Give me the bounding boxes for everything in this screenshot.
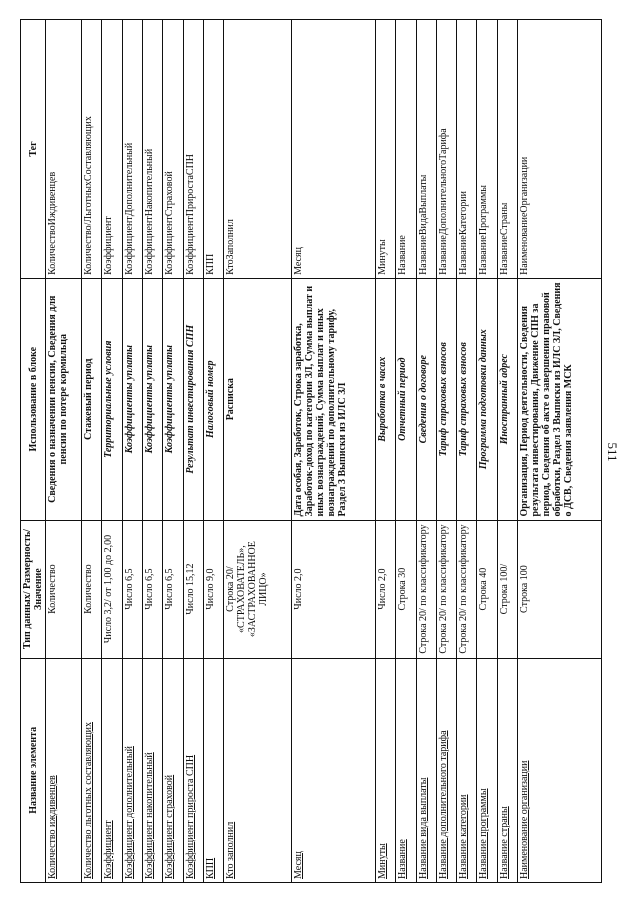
elements-table (20, 19, 602, 883)
cell-data-type: Строка 100 (517, 520, 601, 658)
cell-data-type: Число 6,5 (122, 520, 142, 658)
cell-data-type: Количество (46, 520, 82, 658)
cell-tag: НазваниеСтраны (497, 20, 517, 279)
rotated-page (20, 19, 602, 883)
cell-usage: Программа подготовки данных (477, 278, 497, 520)
cell-element-name: Коэффициент прироста СПН (183, 658, 203, 882)
cell-data-type: Строка 20/ по классификатору (416, 520, 436, 658)
cell-data-type: Число 2,0 (376, 520, 396, 658)
cell-element-name: Название категории (457, 658, 477, 882)
table-row (457, 20, 477, 883)
cell-tag: КоэффициентСтраховой (163, 20, 183, 279)
page-number: 511 (605, 442, 620, 462)
cell-element-name: Количество льготных составляющих (82, 658, 102, 882)
cell-element-name: Минуты (376, 658, 396, 882)
cell-tag: Месяц (292, 20, 376, 279)
cell-data-type: Строка 30 (396, 520, 416, 658)
header-element-name: Название элемента (21, 658, 46, 882)
table-row (163, 20, 183, 883)
cell-element-name: КПП (203, 658, 223, 882)
table-row (396, 20, 416, 883)
cell-tag: КоэффициентПриростаСПН (183, 20, 203, 279)
cell-element-name: Коэффициент страховой (163, 658, 183, 882)
cell-tag: НазваниеКатегории (457, 20, 477, 279)
cell-tag: Количество/ЛьготныхСоставляющих (82, 20, 102, 279)
cell-tag: Коэффициент (102, 20, 122, 279)
cell-usage: Коэффициенты уплаты (122, 278, 142, 520)
cell-element-name: Наименование организации (517, 658, 601, 882)
header-tag: Тег (21, 20, 46, 279)
cell-tag: Минуты (376, 20, 396, 279)
cell-usage: Стажевый период (82, 278, 102, 520)
cell-usage: Коэффициенты уплаты (142, 278, 162, 520)
table-row (517, 20, 601, 883)
table-row (224, 20, 292, 883)
cell-data-type: Количество (82, 520, 102, 658)
table-row (46, 20, 82, 883)
cell-usage: Сведения о договоре (416, 278, 436, 520)
cell-data-type: Строка 20/ «СТРАХОВАТЕЛЬ», «ЗАСТРАХОВАННОЕ ЛИЦО» (224, 520, 292, 658)
cell-usage: Организация, Период деятельности, Сведения результата инвестирования, Движение СПН за период, Сведения об акте о завершении правовой обработки, Раздел 3 Выписки из ИЛС ЗЛ, Сведения о ДСВ, Сведения заявления МСК (517, 278, 601, 520)
cell-data-type: Строка 100/ (497, 520, 517, 658)
header-usage: Использование в блоке (21, 278, 46, 520)
cell-tag: НазваниеДополнительногоТарифа (436, 20, 456, 279)
cell-usage: Иностранный адрес (497, 278, 517, 520)
cell-tag: Название (396, 20, 416, 279)
cell-data-type: Число 15,12 (183, 520, 203, 658)
cell-element-name: Название вида выплаты (416, 658, 436, 882)
cell-element-name: Кто заполнил (224, 658, 292, 882)
cell-data-type: Строка 20/ по классификатору (457, 520, 477, 658)
cell-usage: Коэффициенты уплаты (163, 278, 183, 520)
cell-tag: НаименованиеОрганизации (517, 20, 601, 279)
header-data-type: Тип данных/ Размерность/ Значение (21, 520, 46, 658)
cell-usage: Расписка (224, 278, 292, 520)
cell-element-name: Количество иждивенцев (46, 658, 82, 882)
table-row (497, 20, 517, 883)
cell-data-type: Число 6,5 (163, 520, 183, 658)
cell-data-type: Число 3,2/ от 1,00 до 2,00 (102, 520, 122, 658)
cell-usage: Тариф страховых взносов (457, 278, 477, 520)
cell-element-name: Коэффициент (102, 658, 122, 882)
table-row (82, 20, 102, 883)
table-row (477, 20, 497, 883)
cell-tag: КПП (203, 20, 223, 279)
cell-element-name: Месяц (292, 658, 376, 882)
table-row (436, 20, 456, 883)
cell-usage: Территориальные условия (102, 278, 122, 520)
cell-data-type: Число 9,0 (203, 520, 223, 658)
table-row (203, 20, 223, 883)
cell-tag: НазваниеВидаВыплаты (416, 20, 436, 279)
cell-usage: Выработка в часах (376, 278, 396, 520)
cell-element-name: Название программы (477, 658, 497, 882)
table-row (416, 20, 436, 883)
cell-data-type: Число 6,5 (142, 520, 162, 658)
table-row (142, 20, 162, 883)
cell-usage: Налоговый номер (203, 278, 223, 520)
table-row (292, 20, 376, 883)
table-row (122, 20, 142, 883)
cell-element-name: Название (396, 658, 416, 882)
cell-tag: НазваниеПрограммы (477, 20, 497, 279)
table-row (183, 20, 203, 883)
cell-usage: Сведения о назначении пенсии, Сведения для пенсии по потере кормильца (46, 278, 82, 520)
cell-tag: КоэффициентДополнительный (122, 20, 142, 279)
cell-usage: Результат инвестирования СПН (183, 278, 203, 520)
cell-tag: КтоЗаполнил (224, 20, 292, 279)
cell-usage: Отчетный период (396, 278, 416, 520)
cell-element-name: Коэффициент накопительный (142, 658, 162, 882)
cell-usage: Тариф страховых взносов (436, 278, 456, 520)
cell-usage: Дата особая, Заработок, Строка заработка, Заработок-доход по категории ЗЛ, Сумма выплат и иных вознаграждений, Сумма выплат и иных вознаграждений по дополнительному тарифу, Раздел 3 Выписки из ИЛС ЗЛ (292, 278, 376, 520)
cell-element-name: Название страны (497, 658, 517, 882)
cell-element-name: Название дополнительного тарифа (436, 658, 456, 882)
table-row (102, 20, 122, 883)
cell-tag: КоличествоИждивенцев (46, 20, 82, 279)
table-header-row (21, 20, 46, 883)
cell-data-type: Число 2,0 (292, 520, 376, 658)
cell-element-name: Коэффициент дополнительный (122, 658, 142, 882)
cell-tag: КоэффициентНакопительный (142, 20, 162, 279)
cell-data-type: Строка 20/ по классификатору (436, 520, 456, 658)
cell-data-type: Строка 40 (477, 520, 497, 658)
table-row (376, 20, 396, 883)
